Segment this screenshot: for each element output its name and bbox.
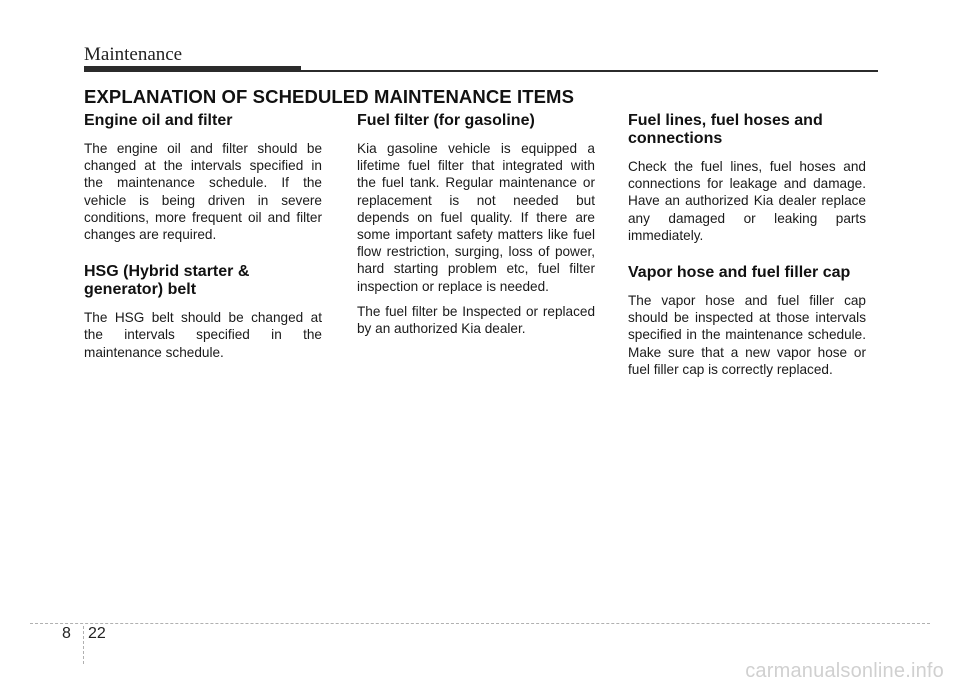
running-head: Maintenance <box>84 44 183 65</box>
heading-vapor-hose: Vapor hose and fuel filler cap <box>628 264 851 282</box>
column-2 <box>357 112 595 337</box>
header-rule-thick <box>84 66 301 72</box>
paragraph-fuel-lines: Check the fuel lines, fuel hoses and connections for leakage and damage. Have an authorized Kia dealer replace any damaged or leaking parts immediately. <box>628 159 866 243</box>
page-number: 22 <box>88 625 106 642</box>
paragraph-engine-oil: The engine oil and filter should be changed at the intervals specified in the maintenance schedule. If the vehicle is being driven in severe conditions, more frequent oil and filter changes are required. <box>84 141 322 243</box>
heading-hsg-belt: HSG (Hybrid starter & generator) belt <box>84 263 250 299</box>
section-title: EXPLANATION OF SCHEDULED MAINTENANCE ITEMS <box>84 86 575 107</box>
heading-fuel-filter: Fuel filter (for gasoline) <box>357 112 535 129</box>
watermark: carmanualsonline.info <box>745 660 944 682</box>
footer-divider <box>30 623 930 624</box>
heading-fuel-lines: Fuel lines, fuel hoses and connections <box>628 112 823 147</box>
paragraph-vapor-hose: The vapor hose and fuel filler cap should be inspected at those intervals specified in the maintenance schedule. Make sure that a new vapor hose or fuel filler cap is correctly replaced. <box>628 293 866 377</box>
paragraph-hsg-belt: The HSG belt should be changed at the intervals specified in the maintenance schedule. <box>84 310 322 360</box>
paragraph-fuel-filter-2: The fuel filter be Inspected or replaced by an authorized Kia dealer. <box>357 303 595 337</box>
chapter-number: 8 <box>62 625 71 642</box>
paragraph-fuel-filter-1: Kia gasoline vehicle is equipped a lifetime fuel filter that integrated with the fuel tank. Regular maintenance or replacement is not needed but depends on fuel quality. If there are some important safety matters like fuel flow restriction, surging, loss of power, hard starting problem etc, fuel filter inspection or replace is needed. <box>357 141 595 294</box>
header-rule-thin <box>301 70 878 72</box>
heading-engine-oil: Engine oil and filter <box>84 112 233 129</box>
column-1 <box>84 112 322 361</box>
column-3 <box>628 112 866 378</box>
footer-vertical-divider <box>83 626 84 664</box>
